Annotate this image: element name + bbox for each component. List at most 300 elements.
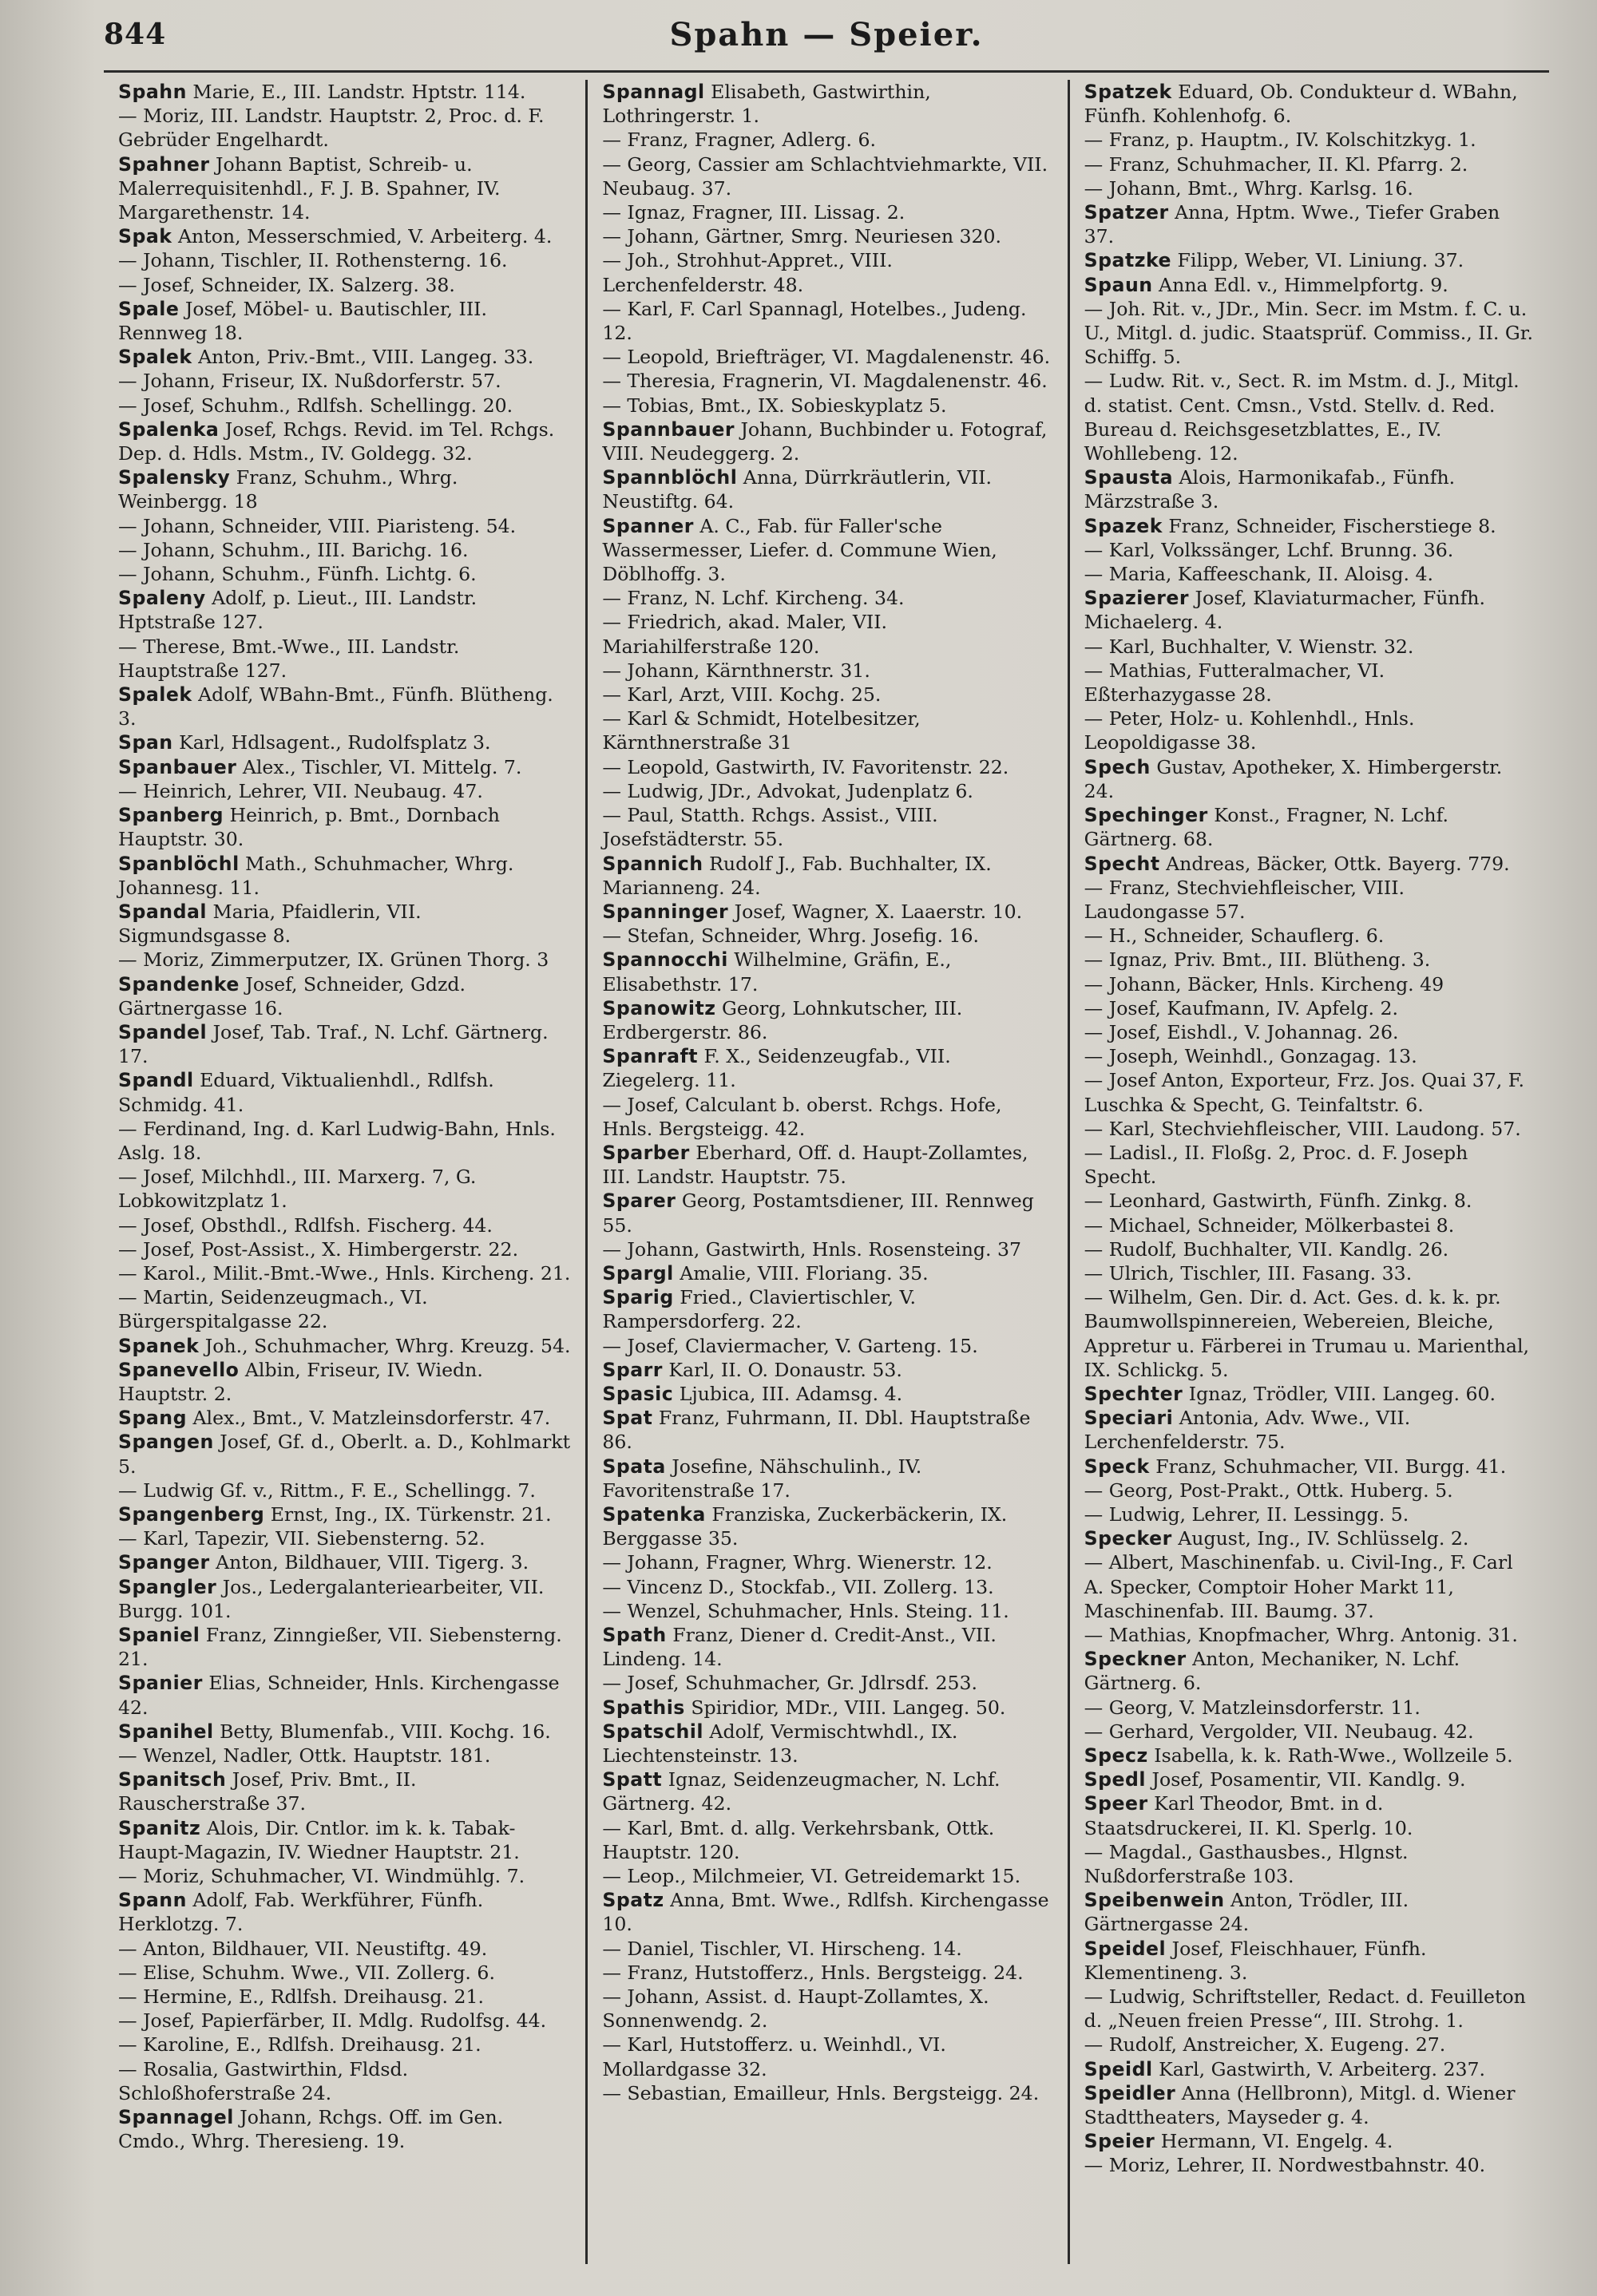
directory-entry [1084,176,1535,200]
directory-entry [118,1888,571,1936]
entry-text: — Johann, Schuhm., Fünfh. Lichtg. 6. [118,563,477,586]
directory-entry [602,1961,1052,1985]
directory-entry [118,972,571,1020]
directory-entry [602,1141,1052,1189]
entry-text: — Karl, F. Carl Spannagl, Hotelbes., Judeng. 12. [602,297,1027,345]
entry-text: Math., Schuhmacher, Whrg. Johannesg. 11. [118,852,514,899]
entry-surname: Spechter [1084,1382,1183,1405]
directory-entry [602,586,1052,610]
entry-surname: Spandel [118,1020,208,1043]
directory-entry [118,1406,571,1430]
entry-text: Anton, Bildhauer, VIII. Tigerg. 3. [209,1551,529,1574]
directory-entry [602,948,1052,996]
entry-text: Ljubica, III. Adamsg. 4. [673,1382,903,1405]
entry-text: — Josef, Eishdl., V. Johannag. 26. [1084,1020,1399,1043]
entry-surname: Spatz [602,1889,664,1912]
entry-surname: Spalensky [118,466,231,489]
directory-entry [118,900,571,948]
directory-entry [602,200,1052,224]
entry-text: — Sebastian, Emailleur, Hnls. Bergsteigg. 24. [602,2081,1040,2104]
entry-text: Konst., Fragner, N. Lchf. Gärtnerg. 68. [1084,804,1448,851]
entry-text: — Rosalia, Gastwirthin, Fldsd. Schloßhoferstraße 24. [118,2057,409,2104]
entry-text: Johann Baptist, Schreib- u. Malerrequisitenhdl., F. J. B. Spahner, IV. Margarethenstr. 14. [118,152,501,224]
entry-text: — Ulrich, Tischler, III. Fasang. 33. [1084,1261,1413,1285]
directory-entry [602,418,1052,465]
directory-entry [1084,1044,1535,1068]
entry-surname: Speibenwein [1084,1889,1225,1912]
entry-text: F. X., Seidenzeugfab., VII. Ziegelerg. 11. [602,1045,951,1092]
entry-text: Elias, Schneider, Hnls. Kirchengasse 42. [118,1672,560,1719]
entry-text: — Josef, Calculant b. oberst. Rchgs. Hofe, Hnls. Bergsteigg. 42. [602,1093,1002,1140]
entry-text: Franz, Fuhrmann, II. Dbl. Hauptstraße 86. [602,1407,1031,1454]
directory-entry [118,1961,571,1985]
directory-entry [602,1237,1052,1261]
entry-surname: Sparig [602,1286,674,1309]
entry-text: Rudolf J., Fab. Buchhalter, IX. Marianneng. 24. [602,852,992,899]
directory-entry [602,1502,1052,1550]
entry-surname: Spargl [602,1261,674,1285]
directory-entry [1084,1623,1535,1647]
directory-entry [1084,996,1535,1020]
entry-surname: Spech [1084,755,1151,778]
entry-text: Josef, Rchgs. Revid. im Tel. Rchgs. Dep. d. Hdls. Mstm., IV. Goldegg. 32. [118,418,555,465]
entry-surname: Spedl [1084,1768,1147,1791]
entry-text: Anna Edl. v., Himmelpfortg. 9. [1152,273,1448,296]
entry-surname: Spandal [118,900,207,923]
directory-entry [1084,2057,1535,2081]
directory-entry [602,394,1052,418]
columns [104,80,1549,2264]
directory-entry [1084,755,1535,803]
entry-text: — H., Schneider, Schauflerg. 6. [1084,924,1385,948]
directory-entry [602,1455,1052,1502]
directory-entry [1084,972,1535,996]
running-head: Spahn — Speier. [669,16,984,53]
entry-surname: Spangenberg [118,1502,265,1526]
entry-surname: Spatzke [1084,249,1172,272]
directory-entry [118,80,571,104]
entry-surname: Spanger [118,1551,210,1574]
directory-entry [118,803,571,851]
entry-surname: Spak [118,225,172,248]
entry-surname: Spannbauer [602,418,735,441]
entry-surname: Spalenka [118,418,220,441]
entry-text: Alex., Bmt., V. Matzleinsdorferstr. 47. [187,1407,551,1430]
directory-entry [602,1382,1052,1406]
directory-entry [602,659,1052,683]
entry-text: — Rudolf, Anstreicher, X. Eugeng. 27. [1084,2033,1446,2057]
entry-surname: Spaun [1084,273,1153,296]
directory-entry [602,683,1052,707]
entry-text: Georg, Lohnkutscher, III. Erdbergerstr. 86. [602,996,963,1043]
entry-text: Alois, Harmonikafab., Fünfh. Märzstraße 3. [1084,466,1456,513]
entry-surname: Span [118,731,173,754]
directory-entry [602,1575,1052,1599]
entry-text: Adolf, Fab. Werkführer, Fünfh. Herklotzg. 7. [118,1889,484,1936]
directory-entry [1084,876,1535,924]
directory-entry [1084,1937,1535,1985]
entry-text: — Joseph, Weinhdl., Gonzagag. 13. [1084,1045,1417,1068]
directory-entry [1084,1213,1535,1237]
entry-text: — Moriz, Lehrer, II. Nordwestbahnstr. 40. [1084,2154,1486,2177]
entry-surname: Spata [602,1455,666,1478]
entry-text: — Karoline, E., Rdlfsh. Dreihausg. 21. [118,2033,481,2057]
entry-text: — Ignaz, Fragner, III. Lissag. 2. [602,201,905,224]
entry-surname: Spannagl [602,81,705,103]
directory-entry [118,1768,571,1815]
entry-text: Filipp, Weber, VI. Liniung. 37. [1171,249,1464,272]
directory-entry [602,803,1052,851]
directory-entry [118,394,571,418]
directory-entry [1084,2153,1535,2177]
entry-surname: Spanninger [602,900,729,923]
entry-text: — Paul, Statth. Rchgs. Assist., VIII. Josefstädterstr. 55. [602,804,938,851]
directory-entry [1084,1985,1535,2033]
entry-text: — Anton, Bildhauer, VII. Neustiftg. 49. [118,1937,488,1960]
entry-text: — Michael, Schneider, Mölkerbastei 8. [1084,1213,1455,1237]
entry-surname: Spanowitz [602,996,716,1019]
directory-entry [1084,948,1535,972]
directory-entry [1084,1068,1535,1116]
entry-text: — Stefan, Schneider, Whrg. Josefig. 16. [602,924,979,948]
directory-entry [118,2105,571,2153]
directory-entry [118,224,571,248]
directory-entry [1084,200,1535,248]
entry-text: — Karl & Schmidt, Hotelbesitzer, Kärnthnerstraße 31 [602,707,921,754]
entry-text: Amalie, VIII. Floriang. 35. [673,1261,929,1285]
directory-entry [602,465,1052,513]
directory-entry [1084,1020,1535,1044]
entry-text: — Johann, Schuhm., III. Barichg. 16. [118,538,469,561]
entry-text: — Karl, Stechviehfleischer, VIII. Laudong. 57. [1084,1117,1521,1140]
entry-text: Joh., Schuhmacher, Whrg. Kreuzg. 54. [199,1334,571,1357]
entry-text: — Franz, Fragner, Adlerg. 6. [602,129,876,152]
entry-text: — Mathias, Knopfmacher, Whrg. Antonig. 31. [1084,1624,1518,1646]
directory-entry [118,1334,571,1358]
entry-text: — Wenzel, Nadler, Ottk. Hauptstr. 181. [118,1744,491,1768]
entry-surname: Spechinger [1084,804,1208,827]
entry-text: Fried., Claviertischler, V. Rampersdorferg. 22. [602,1286,916,1333]
directory-entry [602,1937,1052,1961]
entry-text: — Magdal., Gasthausbes., Hlgnst. Nußdorferstraße 103. [1084,1840,1409,1888]
entry-surname: Spanek [118,1334,200,1357]
entry-text: — Franz, Hutstofferz., Hnls. Bergsteigg. 24. [602,1961,1024,1984]
directory-entry [118,1720,571,1744]
entry-text: Josef, Tab. Traf., N. Lchf. Gärtnerg. 17. [118,1020,549,1068]
directory-entry [1084,152,1535,176]
entry-text: — Johann, Friseur, IX. Nußdorferstr. 57. [118,370,501,393]
directory-entry [1084,1237,1535,1261]
entry-surname: Sparber [602,1141,690,1164]
directory-entry [1084,1502,1535,1526]
entry-surname: Spasic [602,1382,674,1405]
entry-surname: Speer [1084,1792,1148,1815]
directory-entry [118,635,571,683]
directory-entry [118,2033,571,2057]
entry-text: Antonia, Adv. Wwe., VII. Lerchenfelderstr. 75. [1084,1407,1411,1454]
entry-text: — Franz, N. Lchf. Kircheng. 34. [602,587,905,610]
entry-text: Karl, II. O. Donaustr. 53. [662,1358,902,1381]
entry-text: August, Ing., IV. Schlüsselg. 2. [1171,1527,1469,1550]
entry-text: — Josef, Kaufmann, IV. Apfelg. 2. [1084,996,1399,1019]
entry-text: Karl, Gastwirth, V. Arbeiterg. 237. [1152,2057,1486,2080]
entry-text: Eberhard, Off. d. Haupt-Zollamtes, III. Landstr. Hauptstr. 75. [602,1141,1028,1189]
entry-text: Alex., Tischler, VI. Mittelg. 7. [236,755,522,778]
entry-text: — Heinrich, Lehrer, VII. Neubaug. 47. [118,779,483,802]
entry-text: Marie, E., III. Landstr. Hptstr. 114. [186,81,526,103]
entry-text: Anton, Messerschmied, V. Arbeiterg. 4. [172,225,553,248]
page-header [104,14,1549,62]
directory-entry [602,514,1052,587]
entry-text: — Karl, Tapezir, VII. Siebensterng. 52. [118,1527,485,1550]
entry-text: Franziska, Zuckerbäckerin, IX. Berggasse 35. [602,1502,1008,1550]
entry-surname: Spanner [602,514,694,537]
entry-text: Franz, Zinngießer, VII. Siebensterng. 21. [118,1624,562,1671]
directory-entry [118,1430,571,1478]
entry-surname: Spat [602,1407,653,1430]
entry-text: Heinrich, p. Bmt., Dornbach Hauptstr. 30. [118,804,500,851]
entry-surname: Spanevello [118,1358,240,1381]
entry-text: — Franz, Schuhmacher, II. Kl. Pfarrg. 2. [1084,152,1468,176]
directory-entry [1084,586,1535,634]
directory-entry [118,1237,571,1261]
entry-surname: Speidel [1084,1937,1167,1960]
entry-text: — Karl, Buchhalter, V. Wienstr. 32. [1084,635,1414,658]
entry-text: — Ladisl., II. Floßg. 2, Proc. d. F. Joseph Specht. [1084,1141,1468,1189]
directory-entry [602,852,1052,900]
directory-entry [118,1816,571,1864]
entry-text: Adolf, Vermischtwhdl., IX. Liechtensteinstr. 13. [602,1720,958,1768]
entry-text: Eduard, Ob. Condukteur d. WBahn, Fünfh. Kohlenhofg. 6. [1084,81,1518,128]
entry-text: — Johann, Gastwirth, Hnls. Rosensteing. 37 [602,1237,1022,1261]
directory-entry [118,297,571,345]
directory-entry [602,1816,1052,1864]
directory-entry [118,779,571,803]
entry-text: — Wilhelm, Gen. Dir. d. Act. Ges. d. k. k. pr. Baumwollspinnereien, Webereien, Bleiche, Appretur u. Färberei in Trumau u. Marienthal, IX. Schlickg. 5. [1084,1286,1530,1381]
directory-entry [1084,1888,1535,1936]
directory-entry [1084,1141,1535,1189]
entry-text: A. C., Fab. für Faller'sche Wassermesser, Liefer. d. Commune Wien, Döblhoffg. 3. [602,514,997,586]
entry-text: — Ignaz, Priv. Bmt., III. Blütheng. 3. [1084,948,1431,972]
entry-text: — Leonhard, Gastwirth, Fünfh. Zinkg. 8. [1084,1190,1472,1213]
directory-entry [118,2057,571,2105]
entry-surname: Specht [1084,852,1160,875]
entry-surname: Speck [1084,1455,1150,1478]
entry-text: — Josef, Claviermacher, V. Garteng. 15. [602,1334,978,1357]
directory-entry [118,1117,571,1165]
entry-text: — Josef, Obsthdl., Rdlfsh. Fischerg. 44. [118,1213,493,1237]
entry-text: — Martin, Seidenzeugmach., VI. Bürgerspitalgasse 22. [118,1286,428,1333]
directory-entry [602,80,1052,128]
directory-entry [1084,1479,1535,1502]
directory-entry [602,1768,1052,1815]
entry-surname: Spann [118,1889,187,1912]
directory-entry [602,1044,1052,1092]
entry-surname: Spahn [118,81,187,103]
directory-entry [118,1261,571,1285]
entry-surname: Spanitz [118,1816,201,1839]
directory-entry [118,1502,571,1526]
directory-entry [1084,562,1535,586]
entry-surname: Spanier [118,1672,203,1695]
directory-entry [1084,1696,1535,1720]
entry-text: — Rudolf, Buchhalter, VII. Kandlg. 26. [1084,1237,1449,1261]
directory-entry [118,1068,571,1116]
entry-text: — Elise, Schuhm. Wwe., VII. Zollerg. 6. [118,1961,495,1984]
directory-entry [1084,803,1535,851]
entry-text: — Johann, Bäcker, Hnls. Kircheng. 49 [1084,972,1444,996]
entry-text: Anna, Dürrkräutlerin, VII. Neustiftg. 64. [602,466,992,513]
directory-entry [1084,1189,1535,1213]
directory-entry [1084,1261,1535,1285]
directory-entry [118,1526,571,1550]
entry-text: — Josef, Schuhm., Rdlfsh. Schellingg. 20. [118,394,513,417]
entry-text: — Karl, Arzt, VIII. Kochg. 25. [602,683,882,707]
directory-entry [602,2033,1052,2080]
directory-entry [1084,1455,1535,1479]
entry-surname: Spatzek [1084,81,1172,103]
entry-surname: Spannocchi [602,948,728,972]
directory-entry [118,152,571,225]
directory-entry [118,369,571,393]
entry-text: Johann, Buchbinder u. Fotograf, VIII. Neudeggerg. 2. [602,418,1048,465]
entry-text: — Franz, p. Hauptm., IV. Kolschitzkyg. 1. [1084,129,1476,152]
entry-text: Karl Theodor, Bmt. in d. Staatsdruckerei, II. Kl. Sperlg. 10. [1084,1792,1413,1839]
directory-entry [1084,1117,1535,1141]
entry-surname: Spatzer [1084,201,1169,224]
directory-entry [118,104,571,152]
directory-entry [602,1599,1052,1623]
directory-entry [118,1020,571,1068]
entry-text: — Josef, Milchhdl., III. Marxerg. 7, G. Lobkowitzplatz 1. [118,1166,477,1213]
directory-entry [118,755,571,779]
entry-surname: Spanberg [118,804,224,827]
entry-surname: Spandenke [118,972,240,996]
directory-entry [118,1575,571,1623]
entry-text: — Mathias, Futteralmacher, VI. Eßterhazygasse 28. [1084,659,1385,707]
entry-text: — Ludwig, JDr., Advokat, Judenplatz 6. [602,779,973,802]
directory-entry [602,128,1052,152]
directory-entry [602,1261,1052,1285]
entry-surname: Spaleny [118,587,206,610]
directory-entry [1084,1647,1535,1695]
entry-text: Johann, Rchgs. Off. im Gen. Cmdo., Whrg. Theresieng. 19. [118,2106,504,2153]
entry-text: Anton, Priv.-Bmt., VIII. Langeg. 33. [192,346,534,369]
entry-text: — Karl, Volkssänger, Lchf. Brunng. 36. [1084,538,1454,561]
directory-entry [602,1285,1052,1333]
column-1 [104,80,585,2264]
entry-text: — Johann, Tischler, II. Rothensterng. 16. [118,249,508,272]
column-2 [585,80,1067,2264]
entry-text: — Johann, Assist. d. Haupt-Zollamtes, X. Sonnenwendg. 2. [602,1985,989,2033]
directory-entry [1084,2081,1535,2129]
directory-entry [602,1550,1052,1574]
directory-entry [118,514,571,538]
entry-text: Ignaz, Trödler, VIII. Langeg. 60. [1183,1382,1496,1405]
entry-surname: Spatenka [602,1502,706,1526]
entry-text: Josefine, Nähschulinh., IV. Favoritenstraße 17. [602,1455,922,1502]
entry-surname: Spazek [1084,514,1163,537]
entry-text: Spiridior, MDr., VIII. Langeg. 50. [684,1696,1006,1719]
entry-text: — Josef, Post-Assist., X. Himbergerstr. 22. [118,1237,519,1261]
directory-entry [1084,248,1535,272]
entry-text: — Maria, Kaffeeschank, II. Aloisg. 4. [1084,563,1434,586]
entry-surname: Speciari [1084,1407,1174,1430]
entry-text: Albin, Friseur, IV. Wiedn. Hauptstr. 2. [118,1358,483,1405]
entry-text: — Josef, Schuhmacher, Gr. Jdlrsdf. 253. [602,1672,978,1695]
entry-text: Adolf, p. Lieut., III. Landstr. Hptstraße 127. [118,587,478,634]
entry-text: Franz, Schneider, Fischerstiege 8. [1162,514,1496,537]
entry-surname: Speckner [1084,1648,1187,1671]
entry-surname: Spanraft [602,1045,699,1068]
directory-entry [118,418,571,465]
directory-entry [1084,1744,1535,1768]
entry-text: — Hermine, E., Rdlfsh. Dreihausg. 21. [118,1985,485,2009]
directory-entry [118,248,571,272]
directory-entry [1084,1526,1535,1550]
entry-surname: Spanbauer [118,755,237,778]
directory-entry [118,2009,571,2033]
directory-entry [602,1888,1052,1936]
directory-entry [118,1864,571,1888]
entry-text: Alois, Dir. Cntlor. im k. k. Tabak-Haupt-Magazin, IV. Wiedner Hauptstr. 21. [118,1816,520,1863]
entry-text: Anna (Hellbronn), Mitgl. d. Wiener Stadttheaters, Mayseder g. 4. [1084,2081,1516,2129]
directory-entry [118,1623,571,1671]
header-rule [104,70,1549,73]
entry-text: Anna, Bmt. Wwe., Rdlfsh. Kirchengasse 10. [602,1889,1049,1936]
directory-entry [602,996,1052,1044]
entry-surname: Spangler [118,1575,217,1598]
directory-entry [1084,1382,1535,1406]
entry-surname: Spathis [602,1696,685,1719]
entry-text: Josef, Priv. Bmt., II. Rauscherstraße 37. [118,1768,417,1815]
entry-text: Maria, Pfaidlerin, VII. Sigmundsgasse 8. [118,900,422,948]
entry-text: Franz, Schuhmacher, VII. Burgg. 41. [1149,1455,1507,1478]
entry-surname: Speier [1084,2130,1155,2153]
entry-text: Franz, Schuhm., Whrg. Weinbergg. 18 [118,466,458,513]
entry-surname: Sparer [602,1190,676,1213]
directory-entry [602,1406,1052,1454]
entry-text: Josef, Klaviaturmacher, Fünfh. Michaelerg. 4. [1084,587,1486,634]
entry-text: Karl, Hdlsagent., Rudolfsplatz 3. [172,731,491,754]
entry-text: Gustav, Apotheker, X. Himbergerstr. 24. [1084,755,1503,802]
directory-entry [118,538,571,562]
directory-entry [118,948,571,972]
directory-entry [602,707,1052,754]
directory-entry [1084,1550,1535,1623]
entry-text: — Johann, Kärnthnerstr. 31. [602,659,870,682]
entry-surname: Spalek [118,346,192,369]
directory-entry [602,248,1052,296]
directory-entry [118,1937,571,1961]
entry-text: — Ludwig, Lehrer, II. Lessingg. 5. [1084,1502,1409,1526]
directory-entry [602,610,1052,658]
entry-surname: Spanitsch [118,1768,227,1791]
directory-entry [602,1623,1052,1671]
directory-entry [118,1479,571,1502]
directory-entry [118,345,571,369]
directory-entry [1084,80,1535,128]
entry-surname: Spatschil [602,1720,703,1743]
entry-text: — Friedrich, akad. Maler, VII. Mariahilferstraße 120. [602,611,888,658]
directory-entry [1084,297,1535,370]
directory-entry [118,1985,571,2009]
entry-text: — Vincenz D., Stockfab., VII. Zollerg. 13. [602,1575,994,1598]
entry-text: Elisabeth, Gastwirthin, Lothringerstr. 1. [602,81,931,128]
directory-entry [1084,1720,1535,1744]
entry-text: Josef, Möbel- u. Bautischler, III. Rennweg 18. [118,297,487,345]
entry-text: Adolf, WBahn-Bmt., Fünfh. Blütheng. 3. [118,683,553,730]
